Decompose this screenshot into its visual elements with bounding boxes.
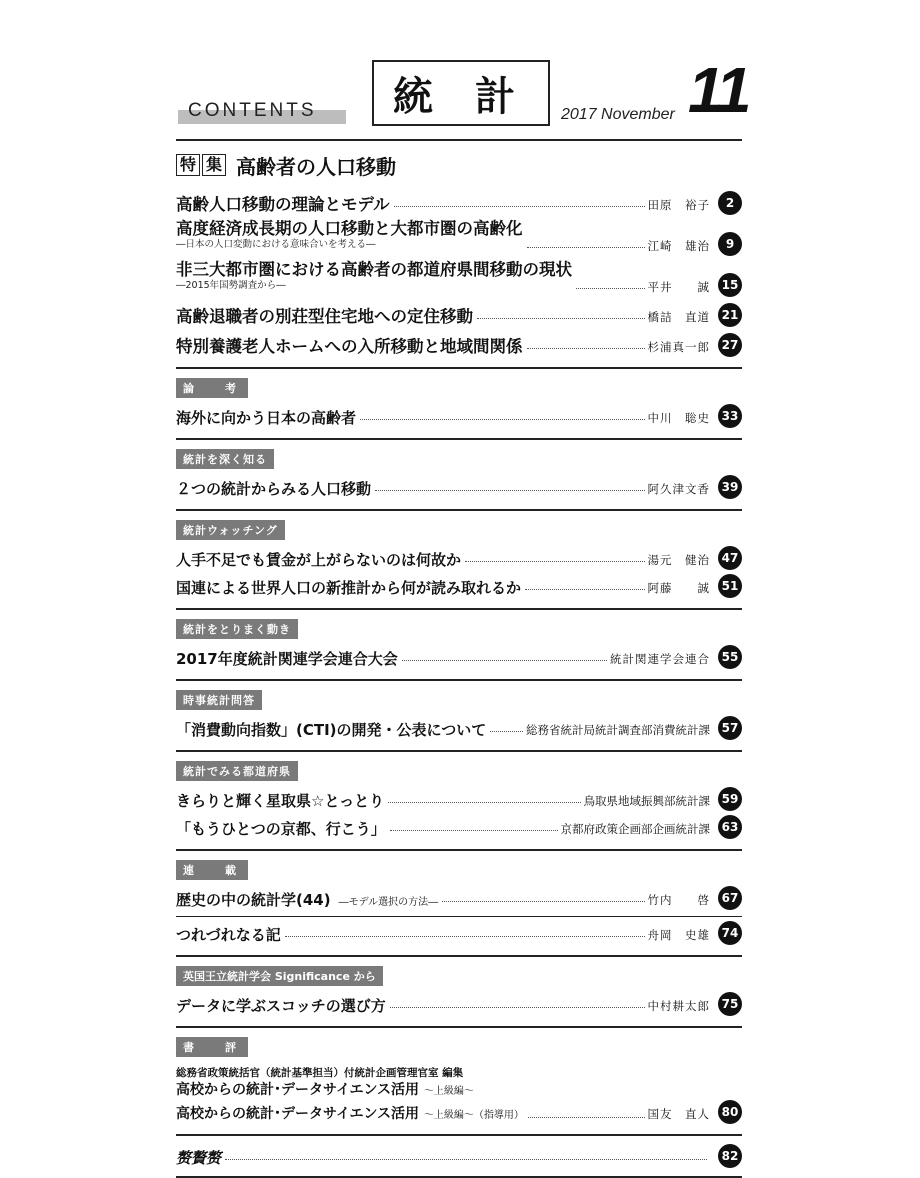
toc-entry[interactable] bbox=[176, 570, 742, 598]
section-label: 論 考 bbox=[176, 378, 248, 398]
dot-leader bbox=[285, 936, 645, 937]
toc-entry[interactable] bbox=[176, 783, 742, 811]
entry-title: 国連による世界人口の新推計から何が読み取れるか bbox=[176, 579, 522, 597]
entry-author: 田原 裕子 bbox=[647, 198, 710, 212]
dot-leader bbox=[360, 419, 644, 420]
dot-leader bbox=[390, 1007, 645, 1008]
issue-date: 2017 November bbox=[561, 106, 675, 123]
page-number-badge: 15 bbox=[718, 273, 742, 297]
entry-title: 高度経済成長期の人口移動と大都市圏の高齢化 bbox=[176, 219, 523, 238]
entry-author: 国友 直人 bbox=[647, 1107, 710, 1121]
dot-leader bbox=[477, 318, 645, 319]
entry-title: 高齢退職者の別荘型住宅地への定住移動 bbox=[176, 307, 473, 326]
section-label: 英国王立統計学会 Significance から bbox=[176, 966, 383, 986]
dot-leader bbox=[375, 490, 644, 491]
page-number-badge: 21 bbox=[718, 303, 742, 327]
entry-title bbox=[176, 889, 438, 910]
entry-author: 統計関連学会連合 bbox=[610, 652, 710, 666]
section-label: 統計を深く知る bbox=[176, 449, 274, 469]
book-title bbox=[176, 1082, 742, 1100]
entry-subtitle: ―2015年国勢調査から― bbox=[176, 280, 286, 291]
book-title bbox=[176, 1106, 524, 1124]
toc-entry[interactable] bbox=[176, 1140, 742, 1168]
entry-title: きらりと輝く星取県☆とっとり bbox=[176, 792, 385, 810]
page-number-badge: 47 bbox=[718, 546, 742, 570]
dot-leader bbox=[225, 1159, 707, 1160]
dot-leader bbox=[525, 589, 644, 590]
magazine-title: 統 計 bbox=[372, 60, 550, 126]
page-number-badge: 39 bbox=[718, 475, 742, 499]
toc-entry[interactable] bbox=[176, 542, 742, 570]
entry-author: 中村耕太郎 bbox=[647, 999, 710, 1013]
section-label: 統計をとりまく動き bbox=[176, 619, 298, 639]
toc-entry[interactable] bbox=[176, 811, 742, 839]
contents-list bbox=[176, 145, 742, 1178]
section-label: 時事統計問答 bbox=[176, 690, 262, 710]
entry-title: ２つの統計からみる人口移動 bbox=[176, 480, 372, 498]
entry-subtitle: ―日本の人口変動における意味合いを考える― bbox=[176, 239, 376, 250]
entry-author: 阿久津文香 bbox=[647, 482, 710, 496]
feature-title: 高齢者の人口移動 bbox=[236, 154, 397, 179]
page-number-badge: 82 bbox=[718, 1144, 742, 1168]
entry-title: 「消費動向指数」(CTI)の開発・公表について bbox=[176, 721, 487, 739]
section-significance bbox=[176, 955, 742, 1016]
entry-author: 舟岡 史雄 bbox=[647, 928, 710, 942]
page-number-badge: 9 bbox=[718, 232, 742, 256]
toc-entry[interactable] bbox=[176, 256, 742, 297]
entry-author: 総務省統計局統計調査部消費統計課 bbox=[526, 723, 710, 737]
entry-title: 2017年度統計関連学会連合大会 bbox=[176, 650, 398, 668]
page-number-badge: 67 bbox=[718, 886, 742, 910]
issue-number: 11 bbox=[688, 54, 749, 126]
toc-entry[interactable] bbox=[176, 988, 742, 1016]
entry-title-main: 歴史の中の統計学(44) bbox=[176, 891, 331, 909]
page-number-badge: 80 bbox=[718, 1100, 742, 1124]
entry-author: 中川 聡史 bbox=[647, 411, 710, 425]
entry-title: 特別養護老人ホームへの入所移動と地域間関係 bbox=[176, 337, 523, 356]
section-stats-trends bbox=[176, 608, 742, 669]
entry-title: 人手不足でも賃金が上がらないのは何故か bbox=[176, 551, 462, 569]
toc-entry[interactable] bbox=[176, 185, 742, 215]
section-prefectures bbox=[176, 750, 742, 839]
feature-tag: 集 bbox=[202, 154, 226, 176]
dot-leader bbox=[390, 830, 558, 831]
dot-leader bbox=[576, 288, 645, 289]
book-review-block[interactable] bbox=[176, 1065, 742, 1124]
page-number-badge: 63 bbox=[718, 815, 742, 839]
book-title-sub: ～上級編～（指導用） bbox=[423, 1110, 524, 1121]
dot-leader bbox=[527, 247, 645, 248]
section-deep-stats bbox=[176, 438, 742, 499]
dot-leader bbox=[442, 901, 644, 902]
section-last bbox=[176, 1134, 742, 1168]
section-label: 連 載 bbox=[176, 860, 248, 880]
page-number-badge: 27 bbox=[718, 333, 742, 357]
dot-leader bbox=[402, 660, 607, 661]
toc-entry[interactable] bbox=[176, 297, 742, 327]
book-editor: 総務省政策統括官（統計基準担当）付統計企画管理官室 編集 bbox=[176, 1067, 464, 1079]
section-serial bbox=[176, 849, 742, 945]
book-title-main: 高校からの統計･データサイエンス活用 bbox=[176, 1082, 420, 1098]
dot-leader bbox=[465, 561, 644, 562]
entry-author: 江崎 雄治 bbox=[647, 239, 710, 253]
dot-leader bbox=[394, 206, 645, 207]
book-title-main: 高校からの統計･データサイエンス活用 bbox=[176, 1106, 420, 1122]
header-rule bbox=[176, 139, 742, 141]
entry-title: データに学ぶスコッチの選び方 bbox=[176, 997, 386, 1015]
section-book-review bbox=[176, 1026, 742, 1124]
contents-label: CONTENTS bbox=[188, 100, 317, 121]
toc-entry[interactable] bbox=[176, 641, 742, 669]
entry-author: 平井 誠 bbox=[647, 280, 710, 294]
entry-title: 赘贅赘 bbox=[176, 1149, 222, 1167]
entry-title: 非三大都市圏における高齢者の都道府県間移動の現状 bbox=[176, 260, 572, 279]
toc-entry[interactable] bbox=[176, 327, 742, 357]
entry-title: 高齢人口移動の理論とモデル bbox=[176, 195, 390, 214]
toc-entry[interactable] bbox=[176, 471, 742, 499]
section-current-qa bbox=[176, 679, 742, 740]
entry-author: 橋詰 直道 bbox=[647, 310, 710, 324]
page-number-badge: 57 bbox=[718, 716, 742, 740]
entry-author: 湯元 健治 bbox=[647, 553, 710, 567]
page-number-badge: 55 bbox=[718, 645, 742, 669]
toc-entry[interactable] bbox=[176, 712, 742, 740]
section-stats-watching bbox=[176, 509, 742, 598]
dot-leader bbox=[527, 348, 645, 349]
page-number-badge: 2 bbox=[718, 191, 742, 215]
dot-leader bbox=[528, 1117, 645, 1118]
page-number-badge: 51 bbox=[718, 574, 742, 598]
section-label: 統計でみる都道府県 bbox=[176, 761, 298, 781]
section-ronko bbox=[176, 367, 742, 428]
section-label: 書 評 bbox=[176, 1037, 248, 1057]
feature-tag: 特 bbox=[176, 154, 200, 176]
entry-author: 京都府政策企画部企画統計課 bbox=[560, 822, 710, 836]
section-label: 統計ウォッチング bbox=[176, 520, 285, 540]
entry-author: 竹内 啓 bbox=[647, 893, 710, 907]
dot-leader bbox=[490, 731, 523, 732]
dot-leader bbox=[388, 802, 580, 803]
toc-entry[interactable] bbox=[176, 400, 742, 428]
entry-title: つれづれなる記 bbox=[176, 926, 281, 944]
feature-heading bbox=[176, 145, 742, 185]
page-number-badge: 33 bbox=[718, 404, 742, 428]
entry-subtitle: ―モデル選択の方法― bbox=[338, 897, 439, 908]
entry-author: 鳥取県地域振興部統計課 bbox=[583, 794, 710, 808]
entry-author: 杉浦真一郎 bbox=[647, 340, 710, 354]
page-number-badge: 59 bbox=[718, 787, 742, 811]
toc-entry[interactable] bbox=[176, 917, 742, 945]
page-number-badge: 74 bbox=[718, 921, 742, 945]
book-title-sub: ～上級編～ bbox=[423, 1086, 474, 1097]
page-number-badge: 75 bbox=[718, 992, 742, 1016]
entry-title: 「もうひとつの京都、行こう」 bbox=[176, 820, 386, 838]
entry-title: 海外に向かう日本の高齢者 bbox=[176, 409, 357, 427]
page-header bbox=[0, 0, 920, 145]
entry-author: 阿藤 誠 bbox=[647, 581, 710, 595]
toc-entry[interactable] bbox=[176, 215, 742, 256]
toc-entry[interactable] bbox=[176, 882, 742, 910]
